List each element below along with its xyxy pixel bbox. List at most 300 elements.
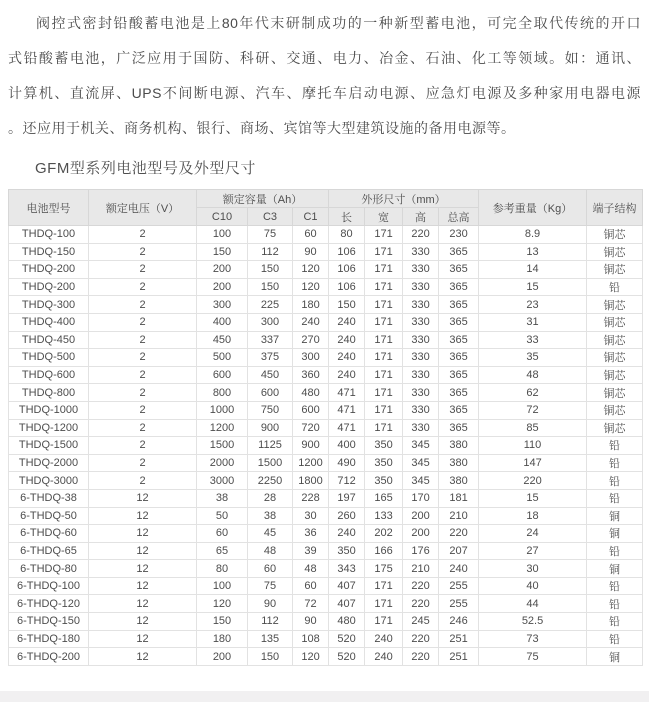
table-cell: 200	[197, 261, 248, 279]
table-cell: 62	[479, 384, 587, 402]
table-cell: 150	[248, 261, 293, 279]
table-cell: 380	[439, 437, 479, 455]
table-cell: THDQ-100	[9, 226, 89, 244]
table-cell: 210	[439, 507, 479, 525]
table-row	[9, 454, 643, 472]
table-cell: 120	[197, 595, 248, 613]
table-cell: 铜芯	[587, 331, 643, 349]
table-cell: 1500	[248, 454, 293, 472]
table-cell: 365	[439, 278, 479, 296]
table-cell: 330	[403, 313, 439, 331]
table-cell: 170	[403, 489, 439, 507]
table-cell: 330	[403, 331, 439, 349]
table-cell: 345	[403, 472, 439, 490]
table-cell: 6-THDQ-200	[9, 648, 89, 666]
table-cell: 343	[329, 560, 365, 578]
table-cell: 35	[479, 349, 587, 367]
table-cell: 48	[248, 542, 293, 560]
table-cell: 6-THDQ-120	[9, 595, 89, 613]
table-cell: 铜芯	[587, 261, 643, 279]
table-cell: 14	[479, 261, 587, 279]
table-cell: 330	[403, 296, 439, 314]
table-cell: 112	[248, 243, 293, 261]
table-cell: 90	[293, 243, 329, 261]
table-cell: 6-THDQ-50	[9, 507, 89, 525]
table-cell: 2	[89, 226, 197, 244]
table-cell: 112	[248, 613, 293, 631]
col-header-model: 电池型号	[9, 190, 89, 226]
table-cell: 471	[329, 419, 365, 437]
table-row	[9, 595, 643, 613]
table-cell: 202	[365, 525, 403, 543]
table-cell: 365	[439, 331, 479, 349]
table-cell: 72	[293, 595, 329, 613]
table-cell: 365	[439, 313, 479, 331]
table-cell: 106	[329, 261, 365, 279]
table-cell: 80	[329, 226, 365, 244]
table-cell: 712	[329, 472, 365, 490]
table-cell: 39	[293, 542, 329, 560]
table-cell: 337	[248, 331, 293, 349]
table-cell: 365	[439, 261, 479, 279]
table-cell: 350	[329, 542, 365, 560]
table-row	[9, 349, 643, 367]
table-cell: 100	[197, 577, 248, 595]
table-cell: 30	[479, 560, 587, 578]
table-cell: 106	[329, 278, 365, 296]
table-cell: 48	[293, 560, 329, 578]
table-cell: 207	[439, 542, 479, 560]
table-cell: 2	[89, 454, 197, 472]
table-row	[9, 366, 643, 384]
table-cell: 铅	[587, 454, 643, 472]
table-cell: 171	[365, 419, 403, 437]
table-cell: 171	[365, 577, 403, 595]
table-cell: 72	[479, 401, 587, 419]
table-cell: 44	[479, 595, 587, 613]
table-cell: 48	[479, 366, 587, 384]
table-row	[9, 525, 643, 543]
table-cell: 2	[89, 384, 197, 402]
table-cell: 12	[89, 577, 197, 595]
table-cell: THDQ-150	[9, 243, 89, 261]
table-cell: 520	[329, 630, 365, 648]
table-cell: 23	[479, 296, 587, 314]
table-cell: 240	[329, 331, 365, 349]
table-cell: 171	[365, 313, 403, 331]
table-cell: 38	[197, 489, 248, 507]
table-cell: 330	[403, 349, 439, 367]
table-cell: 铜芯	[587, 349, 643, 367]
table-cell: 60	[293, 577, 329, 595]
table-cell: 75	[248, 226, 293, 244]
table-cell: THDQ-1500	[9, 437, 89, 455]
table-cell: 900	[248, 419, 293, 437]
table-cell: 12	[89, 525, 197, 543]
table-cell: 240	[329, 349, 365, 367]
table-cell: 365	[439, 401, 479, 419]
table-cell: 1000	[197, 401, 248, 419]
table-cell: 255	[439, 595, 479, 613]
table-cell: 240	[365, 648, 403, 666]
table-cell: 铅	[587, 595, 643, 613]
table-row	[9, 472, 643, 490]
table-cell: 330	[403, 384, 439, 402]
table-row	[9, 313, 643, 331]
table-cell: 12	[89, 630, 197, 648]
table-cell: 500	[197, 349, 248, 367]
table-cell: 12	[89, 489, 197, 507]
table-cell: 2	[89, 331, 197, 349]
col-header-weight: 参考重量（Kg）	[479, 190, 587, 226]
table-cell: 240	[329, 525, 365, 543]
table-cell: 50	[197, 507, 248, 525]
table-cell: 33	[479, 331, 587, 349]
table-cell: 铅	[587, 437, 643, 455]
table-cell: THDQ-300	[9, 296, 89, 314]
col-header-c3: C3	[248, 208, 293, 226]
table-cell: 108	[293, 630, 329, 648]
table-cell: 2	[89, 296, 197, 314]
table-cell: 300	[248, 313, 293, 331]
table-cell: 200	[197, 648, 248, 666]
table-cell: THDQ-2000	[9, 454, 89, 472]
table-cell: 2	[89, 243, 197, 261]
table-cell: 6-THDQ-100	[9, 577, 89, 595]
table-row	[9, 613, 643, 631]
table-cell: 90	[293, 613, 329, 631]
table-cell: 75	[248, 577, 293, 595]
table-cell: 铜芯	[587, 384, 643, 402]
table-cell: 471	[329, 384, 365, 402]
table-cell: 251	[439, 648, 479, 666]
table-cell: 铅	[587, 577, 643, 595]
table-cell: 6-THDQ-180	[9, 630, 89, 648]
table-cell: 52.5	[479, 613, 587, 631]
intro-line: 阀控式密封铅酸蓄电池是上80年代末研制成功的一种新型蓄电池，可完全取代传统的开口	[36, 15, 641, 31]
table-cell: 铅	[587, 542, 643, 560]
table-cell: 120	[293, 648, 329, 666]
table-cell: 365	[439, 349, 479, 367]
table-cell: 181	[439, 489, 479, 507]
table-cell: 300	[197, 296, 248, 314]
table-row	[9, 489, 643, 507]
table-row	[9, 542, 643, 560]
table-cell: 6-THDQ-60	[9, 525, 89, 543]
table-cell: 176	[403, 542, 439, 560]
table-cell: THDQ-800	[9, 384, 89, 402]
col-header-size-group: 外形尺寸（mm）	[329, 190, 479, 208]
table-cell: 255	[439, 577, 479, 595]
table-cell: 365	[439, 419, 479, 437]
table-cell: 365	[439, 366, 479, 384]
table-cell: 375	[248, 349, 293, 367]
table-cell: 150	[248, 648, 293, 666]
table-cell: 171	[365, 349, 403, 367]
table-cell: 80	[197, 560, 248, 578]
table-row	[9, 331, 643, 349]
col-header-width: 宽	[365, 208, 403, 226]
table-cell: 260	[329, 507, 365, 525]
battery-table-body	[9, 226, 643, 666]
table-cell: 220	[403, 630, 439, 648]
table-cell: THDQ-500	[9, 349, 89, 367]
col-header-c1: C1	[293, 208, 329, 226]
table-row	[9, 296, 643, 314]
table-cell: 36	[293, 525, 329, 543]
table-cell: 90	[248, 595, 293, 613]
table-row	[9, 226, 643, 244]
col-header-length: 长	[329, 208, 365, 226]
table-cell: 330	[403, 261, 439, 279]
table-cell: 800	[197, 384, 248, 402]
table-cell: 30	[293, 507, 329, 525]
table-cell: 2	[89, 349, 197, 367]
table-cell: 750	[248, 401, 293, 419]
table-cell: 2	[89, 437, 197, 455]
table-cell: 220	[479, 472, 587, 490]
table-cell: 330	[403, 243, 439, 261]
table-cell: 345	[403, 437, 439, 455]
table-cell: 60	[293, 226, 329, 244]
table-cell: 铅	[587, 489, 643, 507]
table-cell: 150	[329, 296, 365, 314]
table-row	[9, 648, 643, 666]
table-cell: 407	[329, 595, 365, 613]
col-header-height: 高	[403, 208, 439, 226]
table-cell: 150	[197, 613, 248, 631]
table-cell: 171	[365, 261, 403, 279]
table-cell: 147	[479, 454, 587, 472]
table-cell: 12	[89, 507, 197, 525]
table-cell: 350	[365, 454, 403, 472]
table-cell: 106	[329, 243, 365, 261]
col-header-c10: C10	[197, 208, 248, 226]
battery-spec-table	[8, 189, 643, 666]
table-cell: 31	[479, 313, 587, 331]
table-cell: 120	[293, 278, 329, 296]
table-cell: 73	[479, 630, 587, 648]
table-cell: 2	[89, 472, 197, 490]
table-cell: 220	[439, 525, 479, 543]
table-cell: 330	[403, 366, 439, 384]
table-cell: 200	[403, 507, 439, 525]
col-header-total-height: 总高	[439, 208, 479, 226]
table-cell: 3000	[197, 472, 248, 490]
table-cell: 2	[89, 261, 197, 279]
table-row	[9, 278, 643, 296]
table-cell: THDQ-400	[9, 313, 89, 331]
table-cell: 28	[248, 489, 293, 507]
table-cell: 220	[403, 648, 439, 666]
table-cell: 240	[293, 313, 329, 331]
table-cell: 18	[479, 507, 587, 525]
table-cell: 300	[293, 349, 329, 367]
table-cell: 1200	[293, 454, 329, 472]
table-cell: 铜芯	[587, 401, 643, 419]
table-cell: 165	[365, 489, 403, 507]
table-cell: 720	[293, 419, 329, 437]
intro-paragraph	[8, 6, 641, 146]
table-cell: 450	[248, 366, 293, 384]
table-row	[9, 437, 643, 455]
table-cell: 180	[293, 296, 329, 314]
table-cell: 480	[293, 384, 329, 402]
table-cell: 270	[293, 331, 329, 349]
table-cell: 150	[197, 243, 248, 261]
table-cell: 365	[439, 296, 479, 314]
col-header-capacity-group: 额定容量（Ah）	[197, 190, 329, 208]
table-row	[9, 419, 643, 437]
table-cell: 407	[329, 577, 365, 595]
table-cell: 铜	[587, 560, 643, 578]
table-cell: THDQ-3000	[9, 472, 89, 490]
table-cell: 铅	[587, 630, 643, 648]
table-cell: 171	[365, 366, 403, 384]
table-cell: 171	[365, 384, 403, 402]
table-cell: 133	[365, 507, 403, 525]
table-cell: 8.9	[479, 226, 587, 244]
table-cell: 220	[403, 577, 439, 595]
table-cell: 铅	[587, 613, 643, 631]
table-cell: 230	[439, 226, 479, 244]
table-cell: 1800	[293, 472, 329, 490]
table-row	[9, 630, 643, 648]
table-cell: 490	[329, 454, 365, 472]
table-cell: 12	[89, 560, 197, 578]
table-cell: THDQ-1200	[9, 419, 89, 437]
table-cell: 350	[365, 472, 403, 490]
table-cell: 171	[365, 296, 403, 314]
table-cell: 38	[248, 507, 293, 525]
table-cell: 12	[89, 648, 197, 666]
table-cell: 210	[403, 560, 439, 578]
table-cell: 240	[439, 560, 479, 578]
table-cell: 245	[403, 613, 439, 631]
table-cell: 铜	[587, 507, 643, 525]
table-cell: 251	[439, 630, 479, 648]
table-cell: 6-THDQ-150	[9, 613, 89, 631]
table-cell: 6-THDQ-38	[9, 489, 89, 507]
table-cell: 330	[403, 419, 439, 437]
table-row	[9, 577, 643, 595]
table-cell: 铜芯	[587, 226, 643, 244]
intro-line: 式铅酸蓄电池，广泛应用于国防、科研、交通、电力、冶金、石油、化工等领域。如：通讯、	[8, 50, 641, 66]
table-cell: 350	[365, 437, 403, 455]
table-cell: 471	[329, 401, 365, 419]
table-cell: 27	[479, 542, 587, 560]
table-cell: 171	[365, 613, 403, 631]
table-cell: 100	[197, 226, 248, 244]
table-cell: 400	[329, 437, 365, 455]
table-header	[9, 190, 643, 226]
table-cell: 240	[329, 366, 365, 384]
table-cell: 15	[479, 489, 587, 507]
table-cell: 2000	[197, 454, 248, 472]
table-cell: 13	[479, 243, 587, 261]
table-cell: 2	[89, 313, 197, 331]
table-cell: 171	[365, 278, 403, 296]
intro-line: 。还应用于机关、商务机构、银行、商场、宾馆等大型建筑设施的备用电源等。	[8, 120, 516, 136]
table-cell: 12	[89, 542, 197, 560]
table-cell: 铜芯	[587, 296, 643, 314]
table-row	[9, 560, 643, 578]
table-cell: 450	[197, 331, 248, 349]
table-row	[9, 507, 643, 525]
table-cell: 600	[248, 384, 293, 402]
table-row	[9, 401, 643, 419]
table-row	[9, 384, 643, 402]
table-cell: 铜芯	[587, 366, 643, 384]
table-cell: 12	[89, 595, 197, 613]
table-cell: 380	[439, 454, 479, 472]
table-cell: 铜芯	[587, 313, 643, 331]
table-cell: 600	[197, 366, 248, 384]
table-cell: 330	[403, 278, 439, 296]
table-cell: 1200	[197, 419, 248, 437]
header-row-groups	[9, 190, 643, 208]
table-cell: 2	[89, 419, 197, 437]
table-cell: 330	[403, 401, 439, 419]
table-row	[9, 261, 643, 279]
table-cell: 110	[479, 437, 587, 455]
table-cell: 171	[365, 331, 403, 349]
section-title: GFM型系列电池型号及外型尺寸	[35, 160, 256, 177]
table-cell: 240	[329, 313, 365, 331]
table-cell: 171	[365, 226, 403, 244]
table-cell: 900	[293, 437, 329, 455]
table-cell: 铜	[587, 525, 643, 543]
table-cell: 铜芯	[587, 419, 643, 437]
table-cell: 197	[329, 489, 365, 507]
table-cell: 150	[248, 278, 293, 296]
table-cell: 135	[248, 630, 293, 648]
table-cell: 40	[479, 577, 587, 595]
table-cell: THDQ-450	[9, 331, 89, 349]
table-cell: 铅	[587, 278, 643, 296]
table-cell: 45	[248, 525, 293, 543]
col-header-voltage: 额定电压（V）	[89, 190, 197, 226]
table-cell: 75	[479, 648, 587, 666]
table-cell: THDQ-1000	[9, 401, 89, 419]
table-cell: 360	[293, 366, 329, 384]
table-cell: THDQ-200	[9, 278, 89, 296]
table-cell: THDQ-600	[9, 366, 89, 384]
table-cell: 15	[479, 278, 587, 296]
table-cell: 345	[403, 454, 439, 472]
table-cell: 175	[365, 560, 403, 578]
table-cell: 220	[403, 595, 439, 613]
table-cell: 365	[439, 384, 479, 402]
table-cell: 铜	[587, 648, 643, 666]
table-cell: 365	[439, 243, 479, 261]
table-cell: 480	[329, 613, 365, 631]
table-cell: 6-THDQ-65	[9, 542, 89, 560]
table-cell: 171	[365, 243, 403, 261]
table-cell: 166	[365, 542, 403, 560]
table-cell: 200	[403, 525, 439, 543]
table-cell: 228	[293, 489, 329, 507]
table-cell: 65	[197, 542, 248, 560]
table-row	[9, 243, 643, 261]
table-cell: 600	[293, 401, 329, 419]
table-cell: 12	[89, 613, 197, 631]
table-cell: 200	[197, 278, 248, 296]
table-cell: 171	[365, 401, 403, 419]
table-cell: THDQ-200	[9, 261, 89, 279]
table-cell: 171	[365, 595, 403, 613]
table-cell: 240	[365, 630, 403, 648]
